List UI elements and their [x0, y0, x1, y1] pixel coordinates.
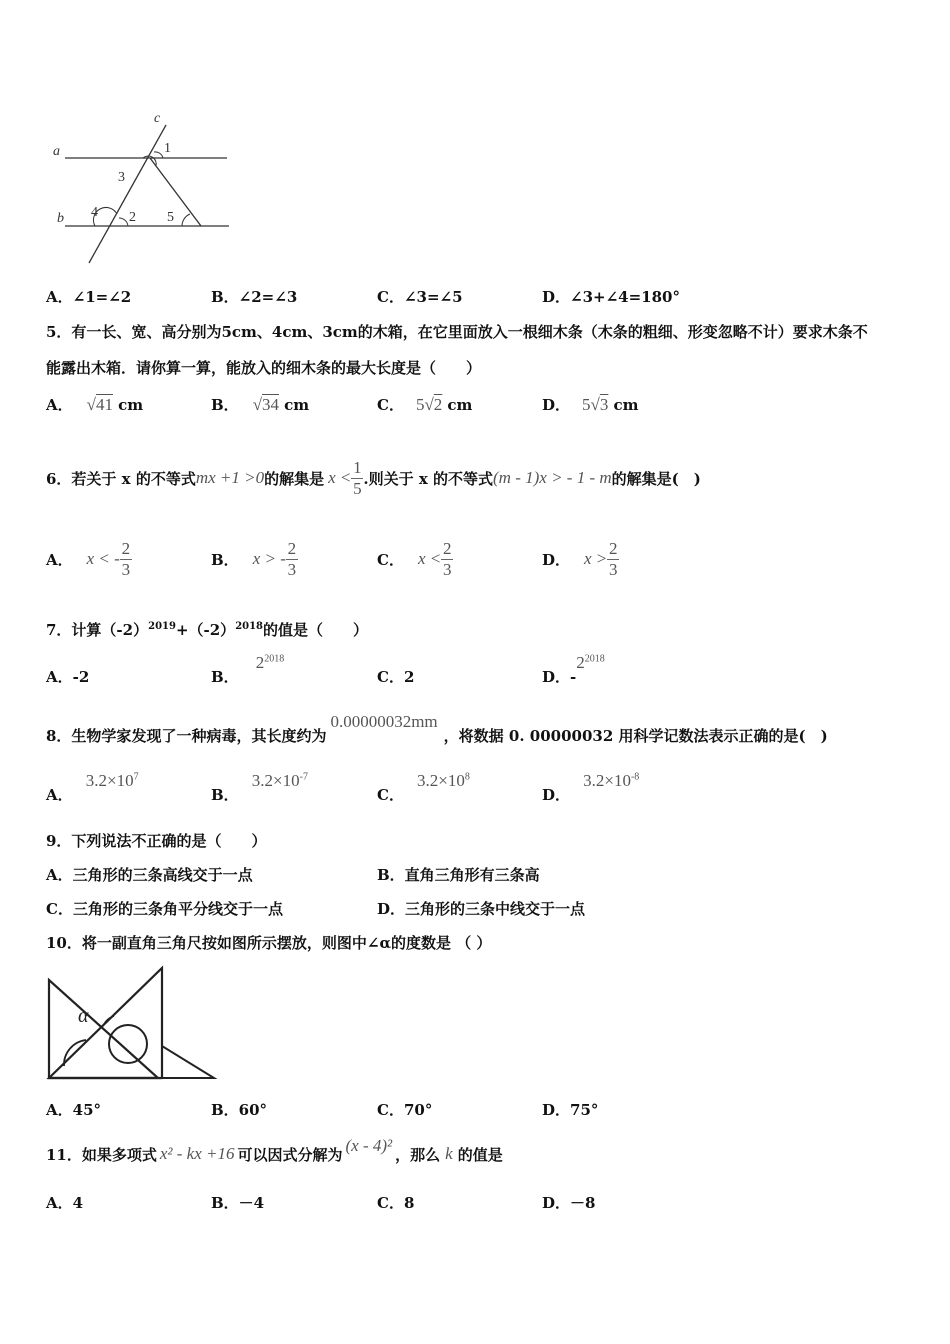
q5-stem-line2: 能露出木箱．请你算一算，能放入的细木条的最大长度是（ ）	[46, 359, 482, 377]
q7-stem	[46, 619, 368, 640]
q11-text-2: 可以因式分解为	[237, 1145, 343, 1164]
q6-stem	[46, 452, 701, 504]
power-base: 2	[255, 653, 265, 672]
denominator: 3	[609, 559, 618, 579]
option-fraction	[286, 539, 298, 580]
q11-text-4: 的值是	[457, 1145, 503, 1164]
option-label: D．	[542, 396, 571, 414]
option-label: A．	[46, 396, 73, 414]
q5-option-a[interactable]: A． √41 cm	[46, 395, 144, 414]
unit: cm	[118, 396, 144, 414]
scientific-notation: 3.2×10	[85, 771, 134, 790]
option-fraction	[120, 539, 132, 580]
q8-option-c[interactable]	[377, 770, 470, 804]
coefficient: 5	[415, 395, 425, 414]
power-exponent: 7	[133, 771, 139, 783]
q11-factorization: (x - 4)²	[345, 1136, 393, 1155]
q6-text-4: 的解集是( )	[611, 469, 701, 488]
q8-stem	[46, 710, 828, 746]
scientific-notation: 3.2×10	[417, 771, 465, 790]
option-label: B．	[211, 550, 239, 569]
numerator: 2	[609, 538, 618, 558]
q4-option-c[interactable]: C．∠3=∠5	[377, 288, 463, 306]
q7-option-d[interactable]	[542, 652, 605, 686]
q8-text-2: ，将数据 0. 00000032 用科学记数法表示正确的是( )	[443, 727, 828, 745]
triangle-rulers-figure	[44, 964, 222, 1086]
option-lhs: x <	[417, 549, 442, 568]
option-lhs: x >	[584, 549, 608, 568]
q11-text-3: ，那么	[395, 1145, 441, 1164]
option-label: C．	[377, 550, 404, 569]
option-label: B．	[211, 396, 239, 414]
option-label: B．	[211, 786, 239, 804]
q6-text-1: 6．若关于 x 的不等式	[46, 469, 196, 488]
line-c	[89, 125, 166, 263]
label-a: a	[53, 144, 60, 159]
label-5: 5	[167, 210, 174, 225]
exponent: 2019	[148, 621, 176, 632]
q8-value: 0.00000032mm	[330, 712, 438, 731]
q8-text-1: 8．生物学家发现了一种病毒，其长度约为	[46, 727, 327, 745]
q11-variable-k: k	[445, 1144, 453, 1163]
q5-option-b[interactable]: B． √34 cm	[211, 395, 310, 414]
q6-option-c[interactable]	[377, 535, 453, 583]
denominator: 3	[442, 559, 452, 579]
power-exponent: 8	[464, 771, 470, 783]
q7-text-2: +（-2）	[175, 621, 236, 639]
q9-option-c[interactable]: C．三角形的三条角平分线交于一点	[46, 900, 283, 918]
q9-stem: 9．下列说法不正确的是（ ）	[46, 832, 267, 850]
q7-text-1: 7．计算（-2）	[46, 621, 149, 639]
label-c: c	[154, 111, 161, 126]
option-lhs: x < -	[86, 549, 120, 568]
option-fraction	[441, 539, 453, 580]
q9-option-d[interactable]: D．三角形的三条中线交于一点	[377, 900, 586, 918]
power-exponent: 2018	[264, 653, 285, 665]
q11-option-d[interactable]: D．－8	[542, 1194, 596, 1212]
q4-option-d[interactable]: D．∠3+∠4=180°	[542, 288, 680, 306]
q11-stem	[46, 1136, 503, 1172]
q6-text-3: .则关于 x 的不等式	[363, 469, 494, 488]
option-label: D．	[542, 550, 571, 569]
numerator: 1	[353, 457, 362, 477]
q10-option-d[interactable]: D．75°	[542, 1101, 599, 1119]
scientific-notation: 3.2×10	[251, 771, 300, 790]
q10-option-b[interactable]: B．60°	[211, 1101, 268, 1119]
q7-option-c[interactable]: C．2	[377, 668, 415, 686]
unit: cm	[613, 396, 639, 414]
option-label: B．	[211, 668, 239, 686]
q6-inequality-2: (m - 1)x > - 1 - m	[493, 468, 612, 487]
q11-polynomial: x² - kx +16	[159, 1144, 235, 1163]
q4-option-a[interactable]: A．∠1=∠2	[46, 288, 132, 306]
power-base: 2	[576, 653, 585, 672]
q6-text-2: 的解集是	[264, 469, 325, 488]
q5-option-d[interactable]: D． 5√3 cm	[542, 395, 639, 414]
q10-stem: 10．将一副直角三角尺按如图所示摆放，则图中∠α的度数是 （ ）	[46, 934, 492, 952]
radicand: 41	[95, 395, 113, 414]
option-label: C．	[377, 786, 404, 804]
q11-option-c[interactable]: C．8	[377, 1194, 415, 1212]
alpha-label: α	[78, 1005, 89, 1027]
q8-option-b[interactable]	[211, 770, 308, 804]
q9-option-b[interactable]: B．直角三角形有三条高	[377, 866, 540, 884]
transversal-line	[150, 158, 201, 226]
denominator: 3	[121, 559, 131, 579]
denominator: 5	[353, 478, 362, 498]
option-label: A．	[46, 786, 73, 804]
parallel-lines-figure	[45, 105, 245, 270]
power-exponent: -7	[299, 771, 308, 783]
q6-solution-fraction	[351, 458, 363, 499]
q5-option-c[interactable]: C． 5√2 cm	[377, 395, 473, 414]
option-label: C．	[377, 396, 404, 414]
numerator: 2	[121, 538, 131, 558]
q9-option-a[interactable]: A．三角形的三条高线交于一点	[46, 866, 253, 884]
option-label: A．	[46, 550, 73, 569]
q7-text-3: 的值是（ ）	[263, 621, 369, 639]
q11-option-a[interactable]: A．4	[46, 1194, 84, 1212]
unit: cm	[284, 396, 310, 414]
label-1: 1	[164, 141, 171, 156]
label-3: 3	[118, 170, 125, 185]
q5-stem-line1: 5．有一长、宽、高分别为5cm、4cm、3cm的木箱，在它里面放入一根细木条（木条的粗细、形变忽略不计）要求木条不	[46, 323, 868, 341]
q10-option-a[interactable]: A．45°	[46, 1101, 102, 1119]
exponent: 2018	[235, 621, 264, 632]
q6-option-a[interactable]	[46, 535, 132, 583]
scientific-notation: 3.2×10	[583, 771, 631, 790]
numerator: 2	[442, 538, 452, 558]
q6-inequality-1: mx +1 >0	[195, 468, 265, 487]
q4-option-b[interactable]: B．∠2=∠3	[211, 288, 298, 306]
radicand: 3	[599, 395, 609, 414]
label-b: b	[57, 211, 64, 226]
small-triangle	[162, 1046, 214, 1078]
ruler-hole-circle	[109, 1025, 147, 1063]
q10-option-c[interactable]: C．70°	[377, 1101, 433, 1119]
option-lhs: x > -	[252, 549, 286, 568]
power-exponent: 2018	[584, 653, 605, 665]
numerator: 2	[287, 538, 297, 558]
radicand: 34	[262, 395, 280, 414]
label-4: 4	[91, 205, 98, 220]
q6-option-d[interactable]	[542, 535, 619, 583]
unit: cm	[447, 396, 473, 414]
power-exponent: -8	[630, 771, 640, 783]
label-2: 2	[129, 210, 136, 225]
q6-solution-lhs: x <	[328, 468, 352, 487]
q6-option-b[interactable]	[211, 535, 298, 583]
q7-option-a[interactable]: A．-2	[46, 668, 90, 686]
option-fraction	[607, 539, 619, 580]
q8-option-d[interactable]	[542, 770, 640, 804]
radicand: 2	[433, 395, 443, 414]
q11-text-1: 11．如果多项式	[46, 1145, 157, 1164]
q11-option-b[interactable]: B．－4	[211, 1194, 265, 1212]
coefficient: 5	[582, 395, 591, 414]
denominator: 3	[287, 559, 297, 579]
q7-option-b[interactable]	[211, 652, 285, 686]
option-label: D．-	[542, 668, 577, 686]
option-label: D．	[542, 786, 571, 804]
q8-option-a[interactable]	[46, 770, 139, 804]
